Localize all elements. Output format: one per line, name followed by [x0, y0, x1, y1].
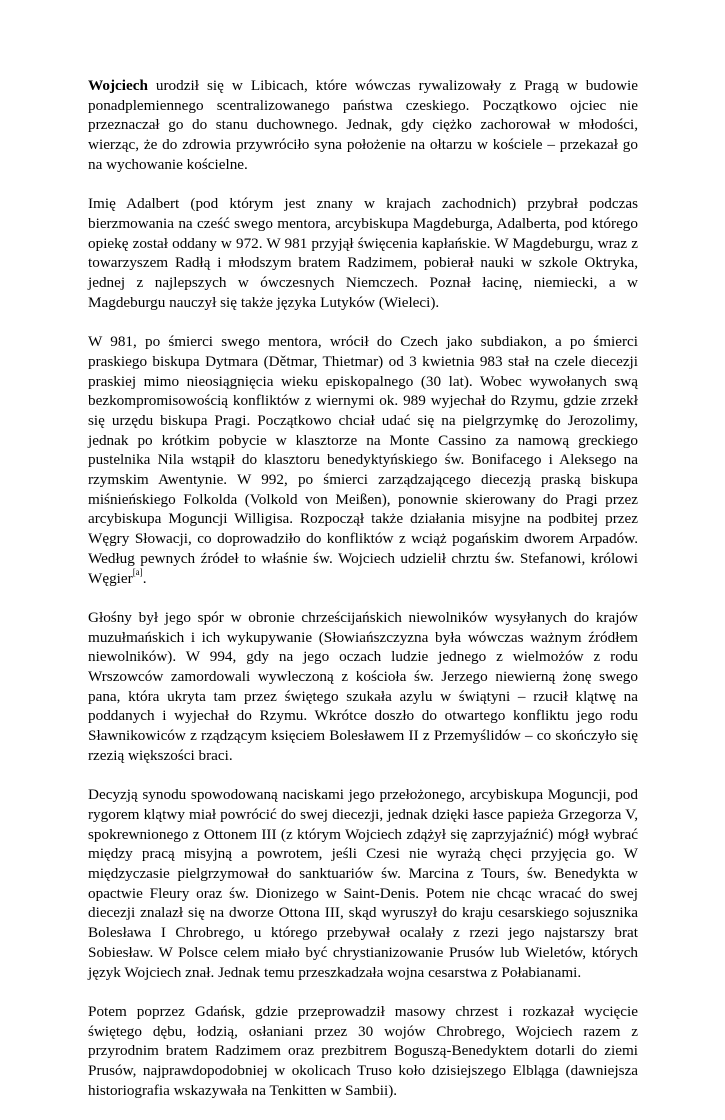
footnote-link[interactable]: [a]	[132, 567, 143, 578]
paragraph-text: urodził się w Libicach, które wówczas rywalizowały z Pragą w budowie ponadplemiennego scentralizowanego państwa czeskiego. Początkowo ojciec nie przeznaczał go do stanu duchownego. Jednak, gdy ciężko zachorował w młodości, wierząc, że do zdrowia przywróciło syna położenie na ołtarzu w kościele – przekazał go na wychowanie kościelne.	[88, 77, 638, 173]
paragraph-synod	[88, 785, 638, 982]
paragraph-prussia-mission	[88, 1002, 638, 1101]
paragraph-text: W 981, po śmierci swego mentora, wrócił do Czech jako subdiakon, a po śmierci praskiego biskupa Dytmara (Dětmar, Thietmar) od 3 kwietnia 983 stał na czele diecezji praskiej mimo nieosiągnięcia wieku episkopalnego (30 lat). Wobec wywołanych swą bezkompromisowością konfliktów z wiernymi ok. 989 wyjechał do Rzymu, gdzie zrzekł się urzędu biskupa Pragi. Początkowo chciał udać się na pielgrzymkę do Jerozolimy, jednak po krótkim pobycie w klasztorze na Monte Cassino za namową greckiego pustelnika Nila wstąpił do klasztoru benedyktyńskiego św. Bonifacego i Aleksego na rzymskim Awentynie. W 992, po śmierci zarządzającego diecezją praską biskupa miśnieńskiego Folkolda (Volkold von Meißen), ponownie skierowany do Pragi przez arcybiskupa Moguncji Willigisa. Rozpoczął także działania misyjne na podbitej przez Węgry Słowacji, co doprowadziło do konfliktów z wciąż pogańskim dworem Arpadów. Według pewnych źródeł to właśnie św. Wojciech udzielił chrztu św. Stefanowi, królowi Węgier	[88, 333, 638, 587]
paragraph-name-education	[88, 194, 638, 312]
paragraph-bishop-prague	[88, 332, 638, 588]
document-page	[88, 76, 638, 1120]
paragraph-birth	[88, 76, 638, 175]
paragraph-tail: .	[142, 569, 147, 587]
paragraph-text: Imię Adalbert (pod którym jest znany w krajach zachodnich) przybrał podczas bierzmowania na cześć swego mentora, arcybiskupa Magdeburga, Adalberta, pod którego opiekę został oddany w 972. W 981 przyjął święcenia kapłańskie. W Magdeburgu, wraz z towarzyszem Radłą i młodszym bratem Radzimem, pobierał nauki w szkole Oktryka, jednej z najlepszych w ówczesnych Niemczech. Poznał łacinę, niemiecki, a w Magdeburgu nauczył się także języka Lutyków (Wieleci).	[88, 195, 638, 311]
paragraph-text: Decyzją synodu spowodowaną naciskami jego przełożonego, arcybiskupa Moguncji, pod rygorem klątwy miał powrócić do swej diecezji, jednak dzięki łasce papieża Grzegorza V, spokrewnionego z Ottonem III (z którym Wojciech zdążył się zaprzyjaźnić) mógł wybrać między pracą misyjną a powrotem, jeśli Czesi nie wyrażą chęci przyjęcia go. W międzyczasie pielgrzymował do sanktuariów św. Marcina z Tours, św. Benedykta w opactwie Fleury oraz św. Dionizego w Saint-Denis. Potem nie chcąc wracać do swej diecezji znalazł się na dworze Ottona III, skąd wyruszył do kraju cesarskiego sojusznika Bolesława I Chrobrego, u którego przebywał ocalały z rzezi jego najstarszy brat Sobiesław. W Polsce celem miało być chrystianizowanie Prusów lub Wieletów, których język Wojciech znał. Jednak temu przeszkadzała wojna cesarstwa z Połabianami.	[88, 786, 638, 981]
paragraph-text: Głośny był jego spór w obronie chrześcijańskich niewolników wysyłanych do krajów muzułmańskich i ich wykupywanie (Słowiańszczyzna była wówczas ważnym źródłem niewolników). W 994, gdy na jego oczach ludzie jednego z wielmożów z rodu Wrszowców zamordowali wywleczoną z kościoła św. Jerzego niewierną żonę swego pana, która ukryta tam przez świętego szukała azylu w świątyni – rzucił klątwę na poddanych i wyjechał do Rzymu. Wkrótce doszło do otwartego konfliktu jego rodu Sławnikowiców z rządzącym księciem Bolesławem II z Przemyślidów – co skończyło się rzezią większości braci.	[88, 608, 638, 764]
paragraph-text: Potem poprzez Gdańsk, gdzie przeprowadził masowy chrzest i rozkazał wycięcie świętego dębu, łodzią, osłaniani przez 30 wojów Chrobrego, Wojciech razem z przyrodnim bratem Radzimem oraz prezbitrem Boguszą-Benedyktem dotarli do ziemi Prusów, najprawdopodobniej w okolicach Truso koło dzisiejszego Elbląga (dawniejsza historiografia wskazywała na Tenkitten w Sambii).	[88, 1002, 638, 1099]
lead-name: Wojciech	[88, 77, 148, 94]
paragraph-slaves-dispute	[88, 608, 638, 766]
